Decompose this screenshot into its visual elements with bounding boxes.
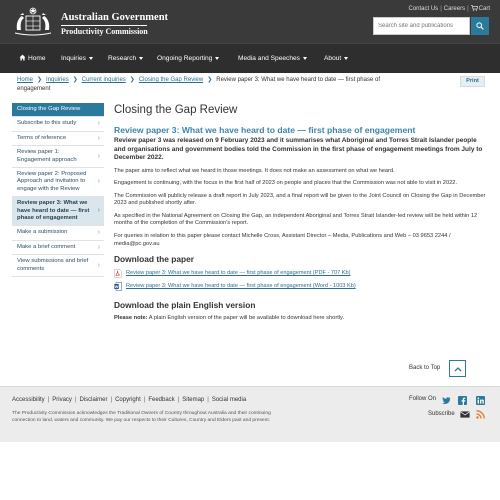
nav-label: Research	[108, 55, 137, 62]
chevron-down-icon	[303, 57, 307, 60]
search-button[interactable]	[471, 17, 489, 35]
breadcrumb-closing-the-gap[interactable]: Closing the Gap Review	[138, 77, 204, 83]
chevron-up-icon	[454, 366, 462, 372]
breadcrumb-current-inquiries[interactable]: Current inquiries	[81, 77, 126, 83]
separator: |	[207, 397, 209, 403]
nav-label: Ongoing Reporting	[157, 55, 213, 62]
nav-label: About	[324, 55, 342, 62]
search-icon	[476, 22, 484, 30]
gov-name: Australian Government	[61, 12, 169, 23]
sidebar-item-review-paper-1[interactable]	[12, 146, 104, 168]
utility-links	[409, 5, 491, 12]
sidebar-item-make-a-submission[interactable]	[12, 226, 104, 240]
chevron-right-icon: ›	[97, 152, 100, 160]
sidebar-item-label: Make a brief comment	[17, 243, 76, 250]
footer-link-accessibility[interactable]: Accessibility	[12, 397, 45, 403]
footer-link-copyright[interactable]: Copyright	[115, 397, 141, 403]
nav-media-speeches[interactable]	[238, 44, 307, 73]
nav-ongoing-reporting[interactable]	[157, 44, 219, 73]
note-text: A plain English version of the paper will be available to download here shortly.	[147, 315, 345, 322]
separator: |	[47, 397, 50, 403]
breadcrumb-home[interactable]: Home	[17, 77, 34, 83]
body-paragraph: The paper aims to reflect what we heard in those meetings. It does not make an assessment on what we heard.	[114, 167, 395, 174]
sidebar-item-label: Review paper 1: Engagement approach	[17, 149, 77, 163]
chevron-right-icon: ❯	[37, 77, 43, 83]
follow-on-label: Follow On	[409, 396, 437, 402]
cart-icon[interactable]	[471, 5, 478, 11]
sidebar-item-label: Closing the Gap Review	[17, 106, 81, 112]
chevron-right-icon: ›	[97, 120, 100, 128]
nav-label: Media and Speeches	[238, 55, 300, 62]
site-header	[0, 0, 500, 43]
download-pdf-label: Review paper 3: What we have heard to date — first phase of engagement (PDF - 707 Kb)	[126, 270, 351, 276]
sidebar-item-terms-of-reference[interactable]	[12, 132, 104, 146]
chevron-right-icon: ›	[97, 134, 100, 142]
footer-link-feedback[interactable]: Feedback	[148, 397, 175, 403]
email-icon[interactable]	[460, 411, 470, 418]
sidebar-item-make-a-brief-comment[interactable]	[12, 241, 104, 255]
separator: |	[143, 397, 146, 403]
separator: |	[177, 397, 180, 403]
subscribe-label[interactable]: Subscribe	[428, 411, 455, 417]
logo-divider	[61, 25, 147, 26]
twitter-icon[interactable]	[442, 396, 451, 405]
separator: |	[74, 397, 77, 403]
facebook-icon[interactable]	[458, 396, 467, 405]
chevron-right-icon: ❯	[129, 77, 135, 83]
sidebar-item-closing-the-gap-review[interactable]	[12, 103, 104, 117]
main-nav	[0, 43, 500, 73]
svg-text:W: W	[114, 284, 119, 290]
main-content	[114, 103, 490, 323]
breadcrumb	[17, 76, 412, 93]
chevron-right-icon: ›	[97, 261, 100, 269]
pdf-icon	[114, 269, 122, 278]
chevron-right-icon: ›	[97, 178, 100, 186]
back-to-top-button[interactable]	[449, 360, 466, 377]
separator: |	[440, 6, 442, 12]
nav-about[interactable]	[324, 44, 348, 73]
sidebar-item-review-paper-3[interactable]	[12, 197, 104, 226]
chevron-right-icon: ›	[97, 243, 100, 251]
chevron-right-icon: ❯	[72, 77, 78, 83]
download-word-link[interactable]	[114, 282, 490, 291]
download-word-label: Review paper 3: What we have heard to date — first phase of engagement (Word - 1003 Kb)	[126, 283, 356, 289]
footer-link-sitemap[interactable]: Sitemap	[182, 397, 205, 403]
search-input[interactable]	[373, 17, 470, 35]
download-heading: Download the paper	[114, 254, 195, 265]
nav-research[interactable]	[108, 44, 143, 73]
back-to-top-label[interactable]: Back to Top	[409, 365, 441, 371]
footer-links	[12, 397, 246, 403]
crest-icon[interactable]	[11, 6, 55, 38]
footer-link-privacy[interactable]: Privacy	[52, 397, 72, 403]
sidebar-item-label: View submissions and brief comments	[17, 258, 89, 272]
nav-label: Home	[28, 55, 46, 62]
word-icon	[114, 282, 122, 291]
nav-home[interactable]	[19, 44, 46, 73]
download-pdf-link[interactable]	[114, 269, 490, 278]
chevron-down-icon	[139, 57, 143, 60]
chevron-down-icon	[89, 57, 93, 60]
sidebar-item-label: Subscribe to this study	[17, 120, 77, 127]
chevron-down-icon	[215, 57, 219, 60]
sidebar-item-label: Make a submission	[17, 229, 68, 236]
nav-label: Inquiries	[61, 55, 86, 62]
sidebar-item-label: Terms of reference	[17, 134, 67, 141]
contact-us-link[interactable]: Contact Us	[408, 6, 439, 12]
chevron-down-icon	[344, 57, 348, 60]
home-icon	[19, 54, 26, 61]
plain-english-heading: Download the plain English version	[114, 300, 256, 311]
breadcrumb-inquiries[interactable]: Inquiries	[46, 77, 69, 83]
rss-icon[interactable]	[476, 410, 485, 419]
print-button[interactable]: Print	[460, 76, 485, 87]
note-label: Please note:	[114, 315, 148, 322]
body-paragraph: As specified in the National Agreement on Closing the Gap, an independent Aboriginal and Torres Strait Islander-led review will be held within 12 months of the completion of the Commission's report.	[114, 212, 478, 227]
careers-link[interactable]: Careers	[443, 6, 466, 12]
body-paragraph: The Commission will publicly release a draft report in July 2023, and a final report will be given to the Joint Council on Closing the Gap in December 2023 and published shortly after.	[114, 192, 486, 207]
sidebar-item-view-submissions[interactable]	[12, 255, 104, 277]
plain-english-note	[114, 315, 490, 323]
cart-link[interactable]: Cart	[478, 6, 490, 12]
sidebar-item-subscribe[interactable]	[12, 117, 104, 131]
chevron-right-icon: ❯	[207, 77, 213, 83]
site-footer	[0, 386, 500, 442]
nav-inquiries[interactable]	[61, 44, 93, 73]
page-subtitle: Review paper 3: What we have heard to date — first phase of engagement	[114, 125, 416, 135]
separator: |	[110, 397, 113, 403]
lead-paragraph: Review paper 3 was released on 9 February 2023 and it summarises what Aboriginal and Torres Strait Islander people and organisations and government bodies told the Commission in the first phase of engagement meetings from July to December 2022.	[114, 137, 483, 161]
footer-link-social-media[interactable]: Social media	[211, 397, 247, 403]
page-title: Closing the Gap Review	[114, 104, 238, 116]
acknowledgement-of-country: The Productivity Commission acknowledges the Traditional Owners of Country throughout Australia and their continuing connection to land, waters and community. We pay our respects to their Cultures, Country and Elders past and present.	[12, 411, 271, 423]
contact-paragraph: For queries in relation to this paper please contact Michelle Cross, Assistant Director – Media, Publications and Web – 03 9653 2244 / media@pc.gov.au	[114, 233, 451, 247]
breadcrumb-current: Review paper 3: What we have heard to date — first phase of engagement	[17, 77, 380, 92]
sidebar-item-label: Review paper 2: Proposed Approach and invitation to engage with the Review	[17, 171, 87, 192]
linkedin-icon[interactable]	[476, 396, 485, 405]
chevron-right-icon: ›	[97, 207, 100, 215]
org-name: Productivity Commission	[61, 27, 148, 36]
chevron-right-icon: ›	[97, 229, 100, 237]
separator: |	[467, 6, 469, 12]
body-paragraph: Engagement is continuing, with the focus in the first half of 2023 on people and places that the Commission was not able to visit in 2022.	[114, 180, 458, 187]
sidebar	[12, 103, 104, 277]
footer-link-disclaimer[interactable]: Disclaimer	[79, 397, 108, 403]
sidebar-item-label: Review paper 3: What we have heard to date — first phase of engagement	[17, 200, 90, 222]
sidebar-item-review-paper-2[interactable]	[12, 168, 104, 197]
